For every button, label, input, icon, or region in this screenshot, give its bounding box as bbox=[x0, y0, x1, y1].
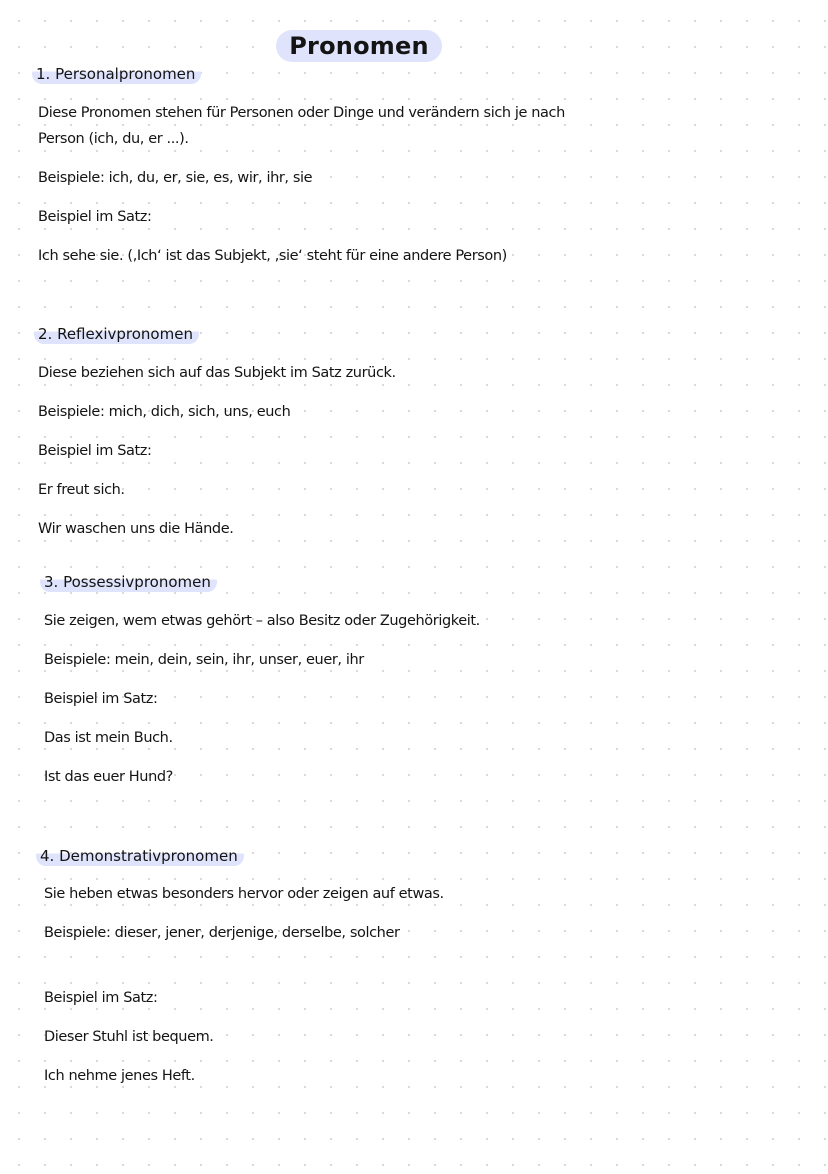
page-title: Pronomen bbox=[276, 30, 442, 62]
section-heading-possessivpronomen: 3. Possessivpronomen bbox=[40, 572, 217, 592]
section-heading-demonstrativpronomen: 4. Demonstrativpronomen bbox=[36, 846, 244, 866]
section-4-examples: Beispiele: dieser, jener, derjenige, derselbe, solcher bbox=[44, 925, 400, 941]
section-1-examples: Beispiele: ich, du, er, sie, es, wir, ihr, sie bbox=[38, 170, 313, 186]
section-heading-personalpronomen: 1. Personalpronomen bbox=[32, 64, 201, 84]
section-3-definition: Sie zeigen, wem etwas gehört – also Besitz oder Zugehörigkeit. bbox=[44, 613, 480, 629]
section-3-example-sentence-1: Das ist mein Buch. bbox=[44, 730, 173, 746]
section-heading-reflexivpronomen: 2. Reflexivpronomen bbox=[34, 324, 199, 344]
section-3-example-sentence-2: Ist das euer Hund? bbox=[44, 769, 173, 785]
section-2-example-sentence-1: Er freut sich. bbox=[38, 482, 125, 498]
section-1-example-sentence: Ich sehe sie. (‚Ich‘ ist das Subjekt, ‚sie‘ steht für eine andere Person) bbox=[38, 248, 507, 264]
section-4-example-label: Beispiel im Satz: bbox=[44, 990, 158, 1006]
section-4-definition: Sie heben etwas besonders hervor oder zeigen auf etwas. bbox=[44, 886, 444, 902]
section-1-example-label: Beispiel im Satz: bbox=[38, 209, 152, 225]
section-4-example-sentence-2: Ich nehme jenes Heft. bbox=[44, 1068, 195, 1084]
section-1-definition-line-2: Person (ich, du, er ...). bbox=[38, 131, 189, 147]
section-4-example-sentence-1: Dieser Stuhl ist bequem. bbox=[44, 1029, 214, 1045]
section-2-example-sentence-2: Wir waschen uns die Hände. bbox=[38, 521, 234, 537]
section-2-example-label: Beispiel im Satz: bbox=[38, 443, 152, 459]
section-2-definition: Diese beziehen sich auf das Subjekt im Satz zurück. bbox=[38, 365, 396, 381]
section-1-definition-line-1: Diese Pronomen stehen für Personen oder Dinge und verändern sich je nach bbox=[38, 105, 565, 121]
section-3-example-label: Beispiel im Satz: bbox=[44, 691, 158, 707]
section-3-examples: Beispiele: mein, dein, sein, ihr, unser, euer, ihr bbox=[44, 652, 364, 668]
section-2-examples: Beispiele: mich, dich, sich, uns, euch bbox=[38, 404, 291, 420]
